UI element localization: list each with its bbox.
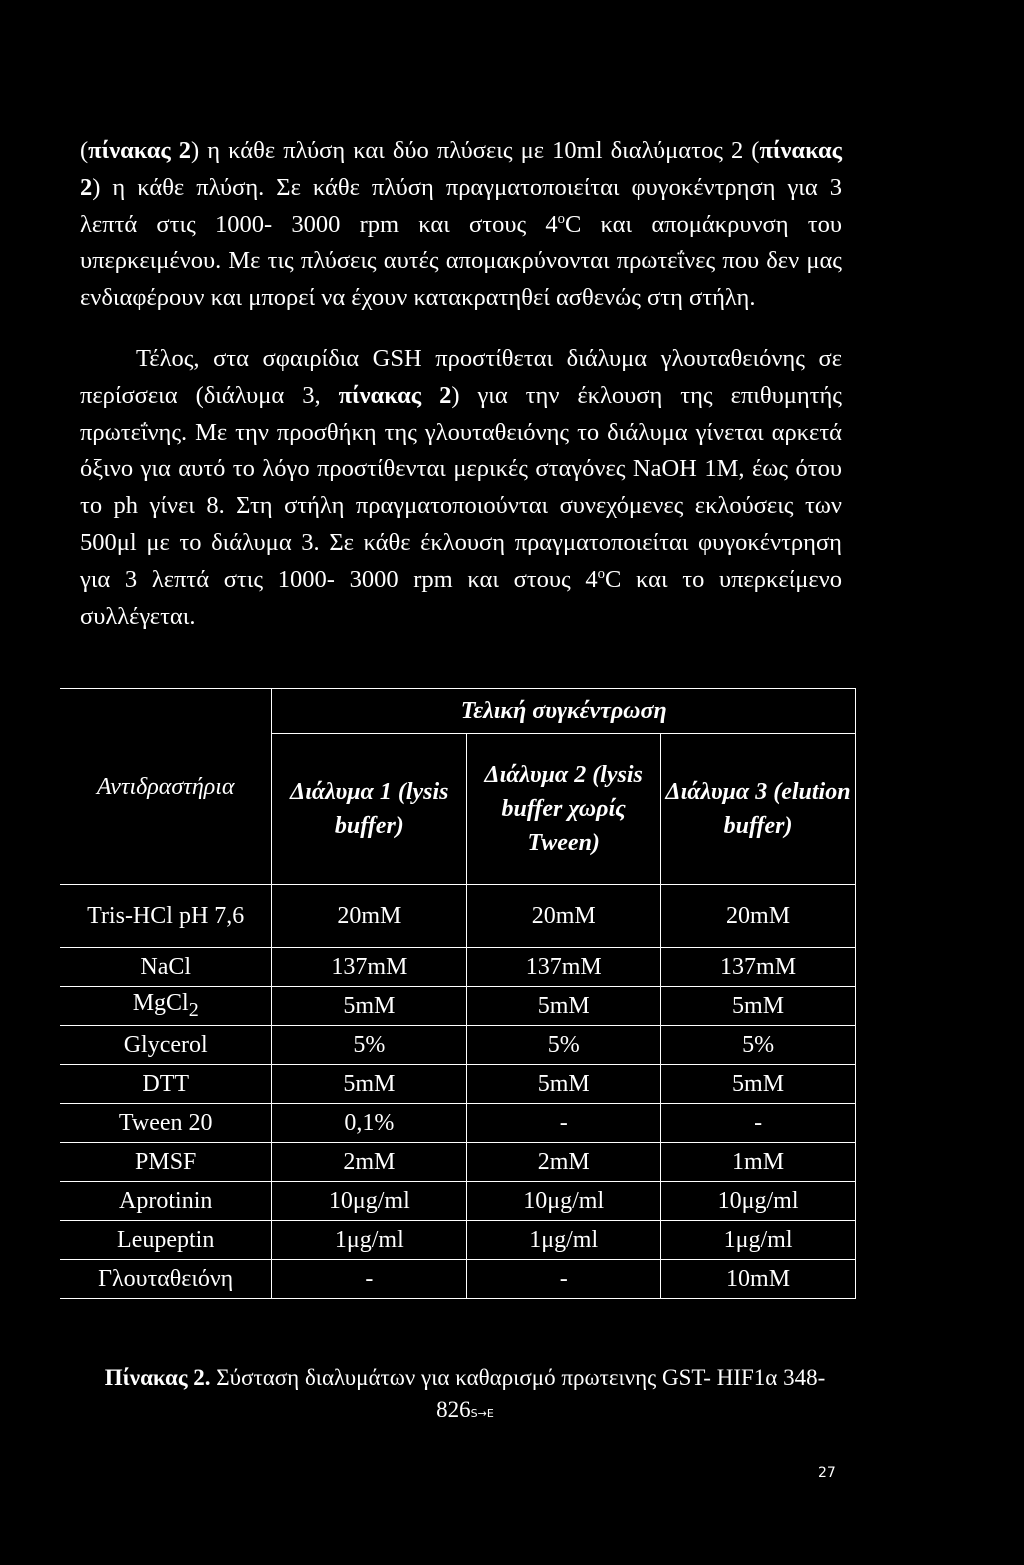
column-header-solution-2: Διάλυμα 2 (lysis buffer χωρίς Tween)	[467, 734, 661, 885]
value-cell: 5mM	[272, 1065, 467, 1104]
degree-superscript: o	[557, 210, 565, 227]
value-cell: -	[467, 1260, 661, 1299]
value-cell: 1μg/ml	[272, 1221, 467, 1260]
value-cell: 20mM	[661, 885, 856, 948]
reagent-cell: DTT	[60, 1065, 272, 1104]
value-cell: 5%	[467, 1026, 661, 1065]
table-caption	[80, 1362, 850, 1430]
reagent-name: MgCl	[132, 989, 189, 1016]
value-cell: -	[467, 1104, 661, 1143]
text-run: Τέλος, στα σφαιρίδια GSH προστίθεται διάλυμα γλουταθειόνης σε περίσσεια (διάλυμα 3,	[80, 345, 842, 409]
table-row	[60, 885, 856, 948]
value-cell: 137mM	[661, 948, 856, 987]
value-cell: 1μg/ml	[467, 1221, 661, 1260]
value-cell: 5mM	[661, 987, 856, 1026]
table-row	[60, 1104, 856, 1143]
value-cell: 1mM	[661, 1143, 856, 1182]
body-paragraph-1	[80, 133, 842, 317]
caption-label: Πίνακας 2.	[104, 1365, 211, 1390]
bold-reference: πίνακας 2	[80, 137, 842, 201]
table-row	[60, 1182, 856, 1221]
reagent-cell: Leupeptin	[60, 1221, 272, 1260]
reagent-cell	[60, 987, 272, 1026]
value-cell: 10μg/ml	[467, 1182, 661, 1221]
column-header-solution-3: Διάλυμα 3 (elution buffer)	[661, 734, 856, 885]
text-run: ) η κάθε πλύση και δύο πλύσεις με 10ml διαλύματος 2 (	[191, 137, 760, 164]
reagents-header: Αντιδραστήρια	[60, 689, 272, 885]
table-row	[60, 987, 856, 1026]
text-run: ) η κάθε πλύση. Σε κάθε πλύση πραγματοποιείται φυγοκέντρηση για 3 λεπτά στις 1000- 3000 rpm και στους 4	[80, 173, 842, 238]
value-cell: 5mM	[272, 987, 467, 1026]
table-row	[60, 1026, 856, 1065]
reagent-cell: PMSF	[60, 1143, 272, 1182]
caption-text: Σύσταση διαλυμάτων για καθαρισμό πρωτεινης GST- HIF1α 348-826	[210, 1365, 826, 1422]
table-row	[60, 1065, 856, 1104]
value-cell: 10μg/ml	[272, 1182, 467, 1221]
bold-reference: πίνακας 2	[88, 137, 192, 164]
body-paragraph-2	[80, 341, 842, 635]
value-cell: 10mM	[661, 1260, 856, 1299]
value-cell: 5mM	[467, 987, 661, 1026]
value-cell: 20mM	[467, 885, 661, 948]
reagent-cell: Tween 20	[60, 1104, 272, 1143]
bold-reference: πίνακας 2	[338, 381, 452, 409]
value-cell: 2mM	[272, 1143, 467, 1182]
table-row	[60, 1260, 856, 1299]
text-run: (	[80, 137, 89, 164]
page-number: 27	[818, 1465, 836, 1481]
value-cell: -	[272, 1260, 467, 1299]
reagent-subscript: 2	[188, 998, 199, 1021]
table-row	[60, 1221, 856, 1260]
text-run: C και απομάκρυνση του υπερκειμένου. Με τις πλύσεις αυτές απομακρύνονται πρωτεΐνες που δεν μας ενδιαφέρουν και μπορεί να έχουν κατακρατηθεί ασθενώς στη στήλη.	[80, 210, 842, 312]
value-cell: 137mM	[467, 948, 661, 987]
value-cell: 5mM	[661, 1065, 856, 1104]
value-cell: -	[661, 1104, 856, 1143]
reagent-cell: Glycerol	[60, 1026, 272, 1065]
column-header-solution-1: Διάλυμα 1 (lysis buffer)	[272, 734, 467, 885]
value-cell: 2mM	[467, 1143, 661, 1182]
final-concentration-header: Τελική συγκέντρωση	[272, 689, 856, 734]
reagent-cell: Aprotinin	[60, 1182, 272, 1221]
value-cell: 5%	[272, 1026, 467, 1065]
table-row	[60, 948, 856, 987]
reagent-cell: NaCl	[60, 948, 272, 987]
value-cell: 137mM	[272, 948, 467, 987]
text-run: C και το υπερκείμενο συλλέγεται.	[80, 565, 842, 630]
degree-superscript: o	[597, 565, 605, 582]
reagent-cell: Tris-HCl pH 7,6	[60, 885, 272, 948]
value-cell: 1μg/ml	[661, 1221, 856, 1260]
buffer-composition-table	[60, 688, 856, 1299]
table-row	[60, 1143, 856, 1182]
value-cell: 20mM	[272, 885, 467, 948]
text-run: ) για την έκλουση της επιθυμητής πρωτεΐνης. Με την προσθήκη της γλουταθειόνης το διάλυμα γίνεται αρκετά όξινο για αυτό το λόγο προστίθενται μερικές σταγόνες NaOH 1M, έως ότου το ph γίνει 8. Στη στήλη πραγματοποιούνται συνεχόμενες εκλούσεις των 500μl με το διάλυμα 3. Σε κάθε έκλουση πραγματοποιείται φυγοκέντρηση για 3 λεπτά στις 1000- 3000 rpm και στους 4	[80, 381, 843, 593]
caption-suffix: S→E	[470, 1407, 494, 1420]
value-cell: 5mM	[467, 1065, 661, 1104]
value-cell: 5%	[661, 1026, 856, 1065]
reagent-cell: Γλουταθειόνη	[60, 1260, 272, 1299]
value-cell: 0,1%	[272, 1104, 467, 1143]
value-cell: 10μg/ml	[661, 1182, 856, 1221]
